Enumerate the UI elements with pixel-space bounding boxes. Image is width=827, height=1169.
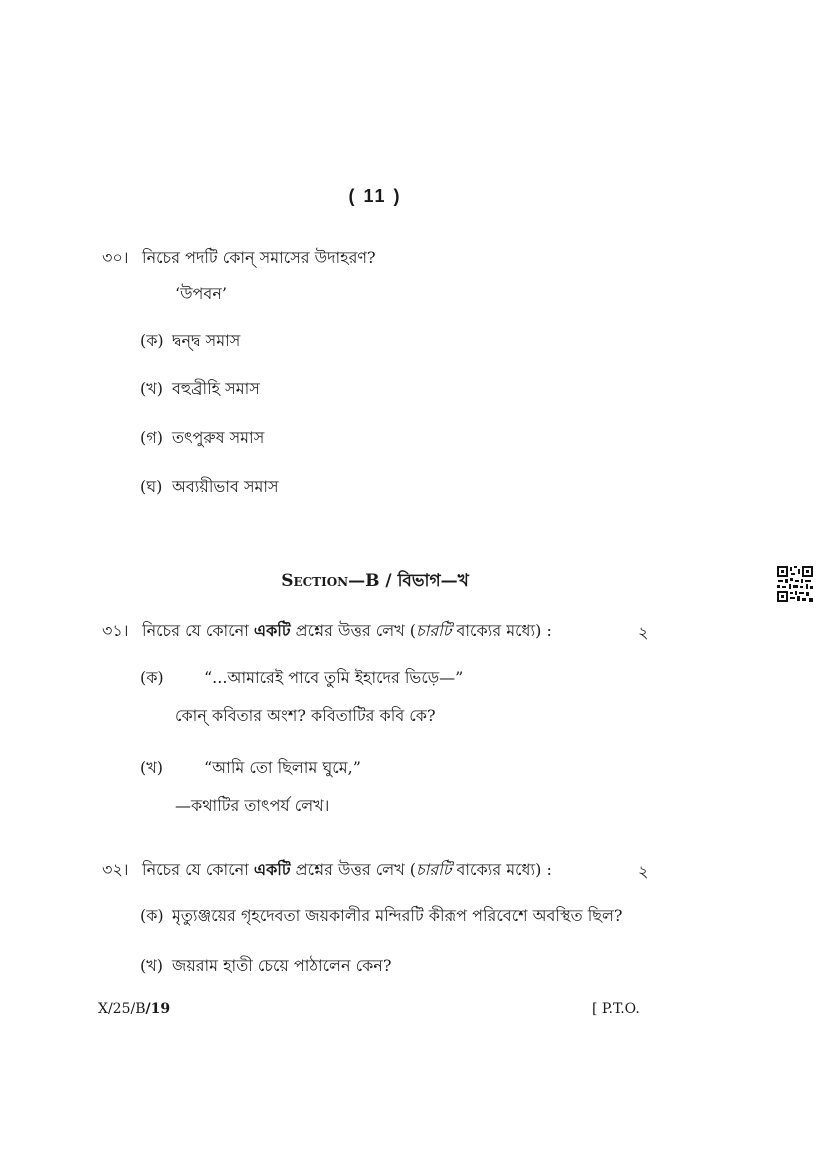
section-letter: —B bbox=[348, 571, 380, 591]
option-text: বহুব্রীহি সমাস bbox=[172, 379, 260, 398]
paper-code bbox=[98, 1001, 170, 1017]
question-32 bbox=[102, 859, 552, 881]
question-text-italic: চারটি bbox=[416, 860, 452, 879]
question-number: ৩১। bbox=[102, 621, 129, 640]
pto-label: [ P.T.O. bbox=[592, 1001, 640, 1017]
question-31-option-a-label: (ক) bbox=[140, 668, 164, 687]
option-label: (ক) bbox=[140, 331, 164, 350]
question-31 bbox=[102, 620, 552, 642]
question-31-option-a-quote: “...আমারেই পাবে তুমি ইহাদের ভিড়ে—” bbox=[204, 668, 464, 687]
question-31-option-a-question: কোন্ কবিতার অংশ? কবিতাটির কবি কে? bbox=[175, 706, 436, 725]
option-label: (খ) bbox=[140, 956, 163, 975]
section-label-bn: বিভাগ—খ bbox=[397, 571, 469, 591]
qr-code-icon bbox=[776, 565, 814, 603]
question-31-marks: ২ bbox=[638, 623, 649, 642]
option-text: তৎপুরুষ সমাস bbox=[172, 428, 265, 447]
question-number: ৩২। bbox=[102, 860, 129, 879]
question-32-option-b bbox=[140, 955, 391, 977]
option-text: মৃত্যুঞ্জয়ের গৃহদেবতা জয়কালীর মন্দিরটি কীরূপ পরিবেশে অবস্থিত ছিল? bbox=[172, 906, 623, 925]
paper-code-prefix: X/25/B bbox=[98, 1001, 146, 1017]
question-31-option-b-quote: “আমি তো ছিলাম ঘুমে,” bbox=[204, 758, 361, 777]
question-text-part: প্রশ্নের উত্তর লেখ ( bbox=[290, 860, 417, 879]
question-text-bold: একটি bbox=[253, 860, 291, 879]
question-text-part: নিচের যে কোনো bbox=[142, 621, 254, 640]
question-30-option-c bbox=[140, 427, 264, 449]
question-30 bbox=[102, 247, 376, 269]
question-32-option-a bbox=[140, 905, 622, 927]
question-31-option-b-question: —কথাটির তাৎপর্য লেখ। bbox=[175, 796, 330, 815]
option-label: (ঘ) bbox=[140, 477, 163, 496]
section-separator: / bbox=[379, 571, 398, 591]
question-32-marks: ২ bbox=[638, 862, 649, 881]
section-label-en: Section bbox=[281, 571, 349, 591]
option-text: দ্বন্দ্ব সমাস bbox=[172, 331, 241, 350]
option-label: (ক) bbox=[140, 906, 164, 925]
question-number: ৩০। bbox=[102, 248, 129, 267]
question-30-option-d bbox=[140, 476, 279, 498]
section-heading bbox=[0, 568, 750, 596]
option-text: জয়রাম হাতী চেয়ে পাঠালেন কেন? bbox=[172, 956, 392, 975]
question-text-part: নিচের যে কোনো bbox=[142, 860, 254, 879]
option-text: অব্যয়ীভাব সমাস bbox=[172, 477, 279, 496]
question-30-option-b bbox=[140, 378, 260, 400]
option-label: (খ) bbox=[140, 379, 163, 398]
question-text-part: প্রশ্নের উত্তর লেখ ( bbox=[290, 621, 417, 640]
question-text-part: বাক্যের মধ্যে) : bbox=[451, 621, 552, 640]
question-text: নিচের পদটি কোন্ সমাসের উদাহরণ? bbox=[142, 248, 376, 267]
paper-code-suffix: /19 bbox=[145, 1001, 171, 1017]
page-number: ( 11 ) bbox=[348, 186, 402, 206]
question-31-option-b-label: (খ) bbox=[140, 758, 163, 777]
option-label: (গ) bbox=[140, 428, 163, 447]
question-30-option-a bbox=[140, 330, 240, 352]
question-text-part: বাক্যের মধ্যে) : bbox=[451, 860, 552, 879]
question-30-word: ‘উপবন’ bbox=[175, 284, 227, 303]
question-text-italic: চারটি bbox=[416, 621, 452, 640]
question-text-bold: একটি bbox=[253, 621, 291, 640]
